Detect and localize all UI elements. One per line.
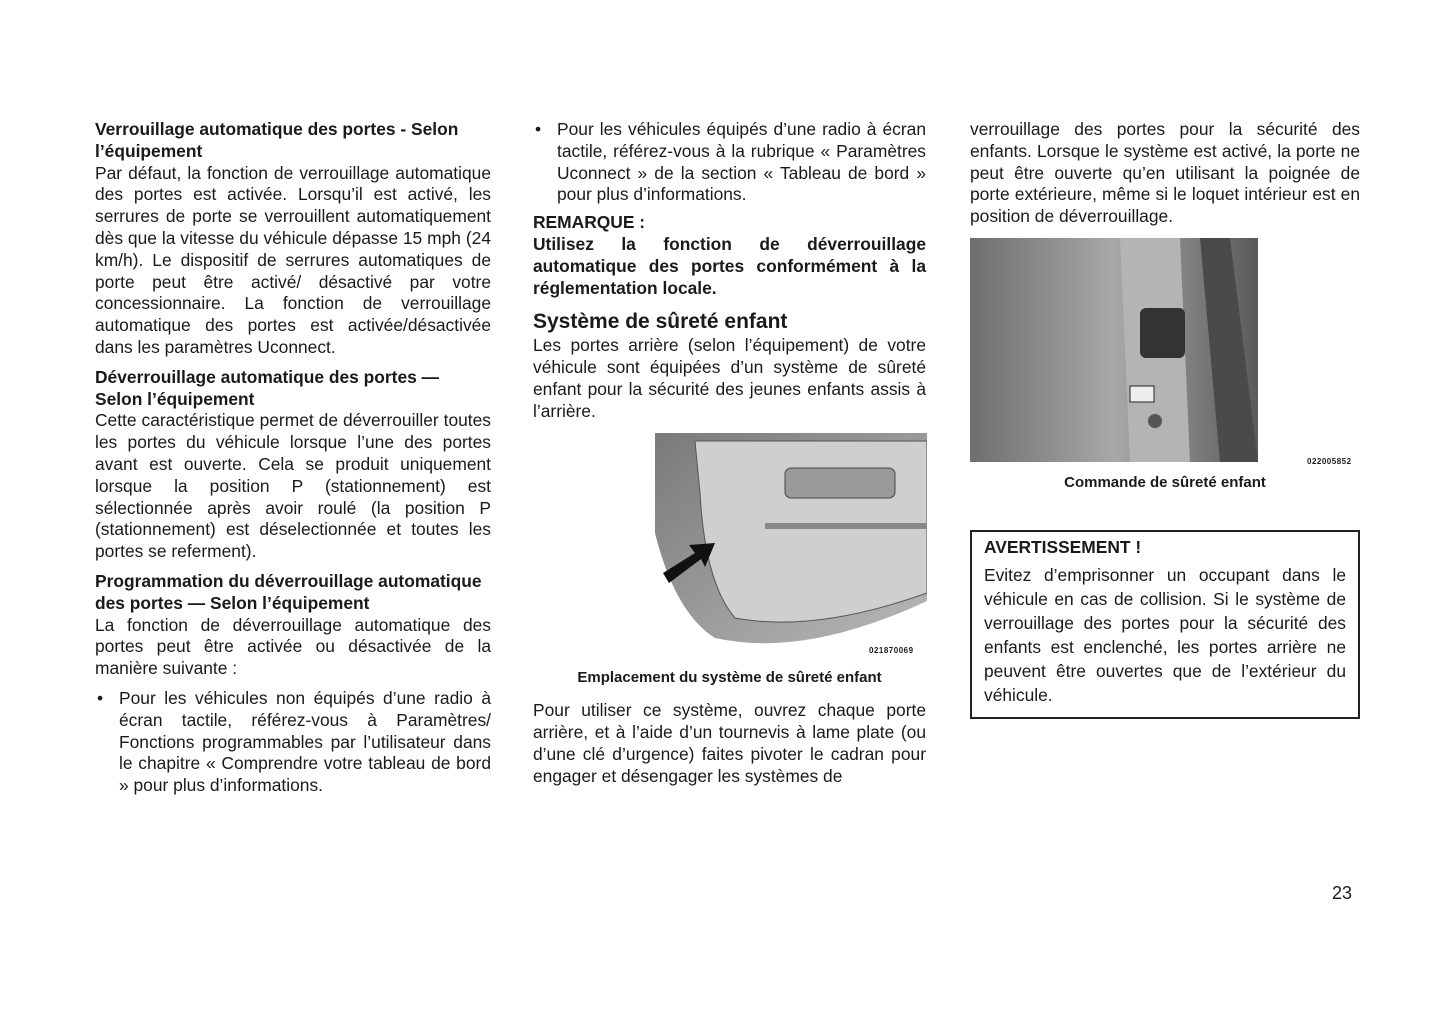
door-illustration [655,433,927,651]
figure-code: 021870069 [869,645,914,655]
warning-box [970,530,1360,719]
bullet-list [95,688,491,797]
figure-child-lock-control [970,238,1360,468]
bullet-list [533,119,926,206]
warning-text: Evitez d’emprisonner un occupant dans le véhicule en cas de collision. Si le système de verrouillage des portes pour la sécurité des enfants est enclenché, les portes arrière ne peuvent être ouvertes que de l’extérieur du véhicule. [984,564,1346,705]
child-lock-intro: Les portes arrière (selon l’équipement) de votre véhicule sont équipées d’un système de sûreté enfant pour la sécurité des jeunes enfants assis à l’arrière. [533,335,926,421]
warning-title: AVERTISSEMENT ! [984,536,1142,557]
figure-code: 022005852 [1307,456,1352,466]
column-2 [533,119,926,788]
child-lock-control-illustration [970,238,1258,462]
page-number: 23 [1332,883,1353,903]
list-item: • Pour les véhicules équipés d’une radio à écran tactile, référez-vous à la rubrique « Paramètres Uconnect » de la section « Tableau de bord » pour plus d’informations. [533,119,926,206]
child-lock-continued: verrouillage des portes pour la sécurité des enfants. Lorsque le système est activé, la porte ne peut être ouverte qu’en utilisant la poignée de porte extérieure, même si le loquet intérieur est en position de déverrouillage. [970,119,1360,227]
note-label: REMARQUE : [533,212,646,233]
section-title-auto-lock: Verrouillage automatique des portes - Selon l’équipement [95,119,459,161]
programming-text: La fonction de déverrouillage automatique des portes peut être activée ou désactivée de la manière suivante : [95,614,491,679]
section-title-auto-unlock: Déverrouillage automatique des portes — Selon l’équipement [95,366,440,409]
auto-lock-text: Par défaut, la fonction de verrouillage automatique des portes est activée. Lorsqu’il est activé, les serrures de porte se verrouillent automatiquement dès que la vitesse du véhicule dépasse 15 mph (24 km/h). Le dispositif de serrures automatiques de porte peut être activé/ désactivé par votre concessionnaire. La fonction de verrouillage automatique des portes est activée/désactivée dans les paramètres Uconnect. [95,162,491,357]
section-heading-child-lock: Système de sûreté enfant [533,310,788,334]
figure-caption: Commande de sûreté enfant [1064,473,1266,491]
note-text: Utilisez la fonction de déverrouillage automatique des portes conformément à la réglementation locale. [533,233,926,298]
auto-unlock-text: Cette caractéristique permet de déverrouiller toutes les portes du véhicule lorsque l’une des portes avant est ouverte. Cela se produit uniquement lorsque la position P (stationnement) est sélectionnée après avoir roulé (la position P (stationnement) est déselectionnée et toutes les portes se referment). [95,410,491,562]
column-1 [95,119,491,797]
column-3 [970,119,1360,719]
list-item: • Pour les véhicules non équipés d’une radio à écran tactile, référez-vous à Paramètres/ Fonctions programmables par l’utilisateur dans le chapitre « Comprendre votre tableau de bord » pour plus d’informations. [95,688,491,797]
section-title-programming: Programmation du déverrouillage automatique des portes — Selon l’équipement [95,570,482,613]
child-lock-usage: Pour utiliser ce système, ouvrez chaque porte arrière, et à l’aide d’un tournevis à lame plate (ou d’une clé d’urgence) faites pivoter le cadran pour engager et désengager les systèmes de [533,700,926,786]
figure-child-lock-location [533,433,926,663]
figure-caption: Emplacement du système de sûreté enfant [577,668,882,686]
